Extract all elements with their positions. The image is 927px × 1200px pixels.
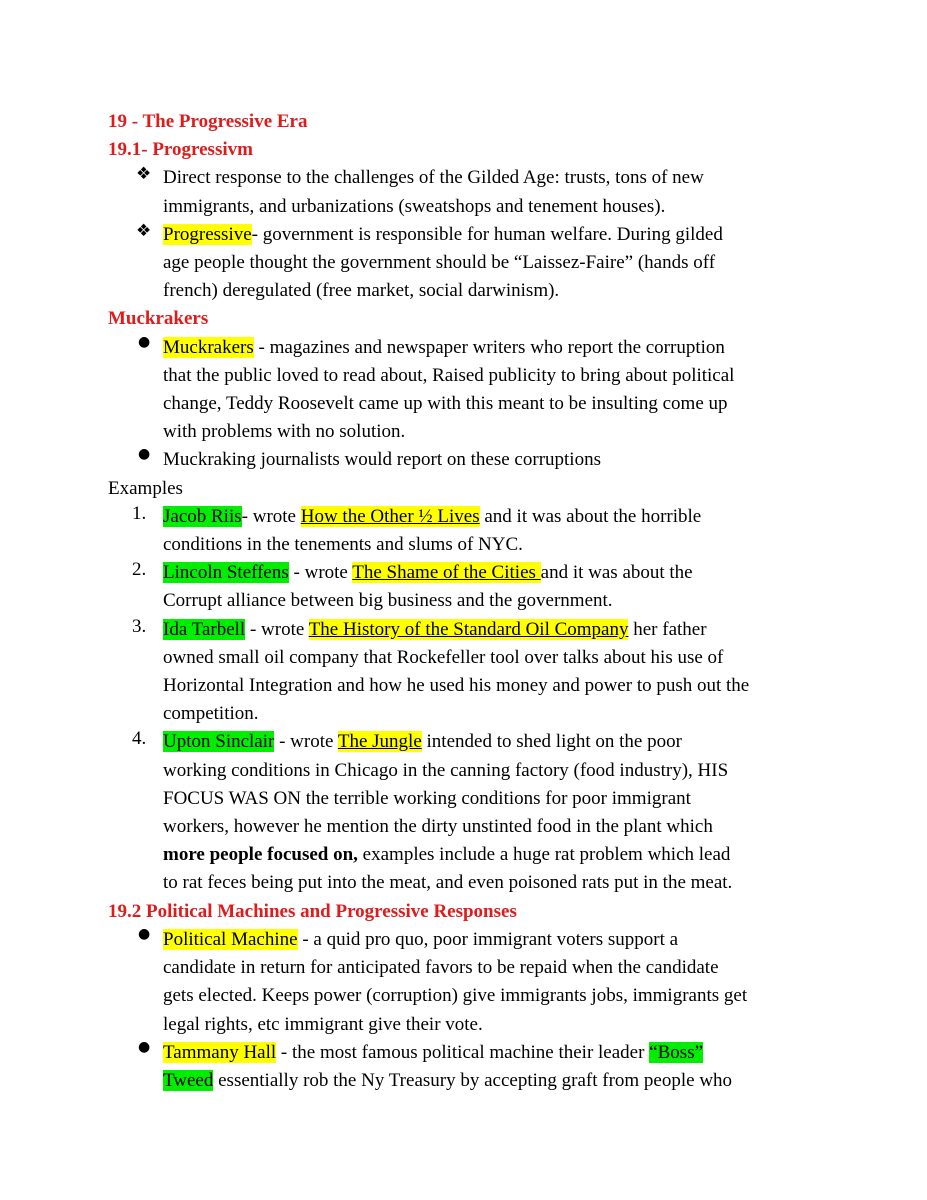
item-number: 2. <box>132 559 147 581</box>
highlighted-term: Tammany Hall <box>163 1041 277 1063</box>
subsection-title-progressivism: 19.1- Progressivm <box>108 139 253 161</box>
list-item: ❖ Progressive- government is responsible for human welfare. During gilded age people thought the government should be “Laissez-Faire” (hands off french) deregulated (free market, social darwinism). <box>136 220 723 302</box>
item-number: 1. <box>132 502 147 524</box>
highlighted-person: Lincoln Steffens <box>163 562 289 584</box>
highlighted-work-title: The Jungle <box>337 731 422 753</box>
numbered-item: 1. Jacob Riis- wrote How the Other ½ Lives and it was about the horrible conditions in the tenements and slums of NYC. <box>132 502 702 556</box>
bullet-icon: ● <box>138 446 151 463</box>
highlighted-person: Ida Tarbell <box>163 618 246 640</box>
bold-emphasis: more people focused on, <box>163 844 358 866</box>
numbered-item: 4. Upton Sinclair - wrote The Jungle intended to shed light on the poor working conditions in Chicago in the canning factory (food industry), HIS FOCUS WAS ON the terrible working conditions for poor immigrant workers, however he mention the dirty unstinted food in the plant which more people focused on, examples include a huge rat problem which lead to rat feces being put into the meat, and even poisoned rats put in the meat. <box>132 728 733 894</box>
numbered-item: 3. Ida Tarbell - wrote The History of the Standard Oil Company her father owned small oil company that Rockefeller tool over talks about his use of Horizontal Integration and how he used his money and power to push out the competition. <box>132 615 750 725</box>
list-item: ● Muckraking journalists would report on these corruptions <box>138 446 601 471</box>
highlighted-term: Political Machine <box>163 928 298 950</box>
highlighted-person: Jacob Riis <box>163 505 242 527</box>
subsection-title-political-machines: 19.2 Political Machines and Progressive Responses <box>108 900 517 922</box>
highlighted-term: Progressive <box>163 223 252 245</box>
list-item: ❖ Direct response to the challenges of the Gilded Age: trusts, tons of new immigrants, and urbanizations (sweatshops and tenement houses). <box>136 164 704 217</box>
highlighted-term: Muckrakers <box>163 336 254 358</box>
section-title: 19 - The Progressive Era <box>108 111 308 132</box>
item-number: 4. <box>132 728 147 750</box>
subsection-title-muckrakers: Muckrakers <box>108 308 209 330</box>
highlighted-person: Tweed <box>163 1069 214 1091</box>
highlighted-work-title: The History of the Standard Oil Company <box>308 618 629 640</box>
list-item: ● Tammany Hall - the most famous political machine their leader “Boss” Tweed essentially rob the Ny Treasury by accepting graft from people who <box>138 1038 733 1091</box>
highlighted-work-title: The Shame of the Cities <box>352 562 541 584</box>
highlighted-work-title: How the Other ½ Lives <box>300 505 480 527</box>
highlighted-person: “Boss” <box>649 1041 704 1063</box>
bullet-icon: ● <box>138 333 151 350</box>
bullet-icon: ● <box>138 1038 151 1055</box>
diamond-bullet-icon: ❖ <box>136 220 152 241</box>
item-number: 3. <box>132 615 147 637</box>
highlighted-person: Upton Sinclair <box>163 731 275 753</box>
numbered-item: 2. Lincoln Steffens - wrote The Shame of the Cities and it was about the Corrupt alliance between big business and the government. <box>132 559 693 612</box>
examples-label: Examples <box>108 477 183 499</box>
diamond-bullet-icon: ❖ <box>136 164 152 185</box>
bullet-icon: ● <box>138 925 151 942</box>
list-item: ● Political Machine - a quid pro quo, poor immigrant voters support a candidate in return for anticipated favors to be repaid when the candidate gets elected. Keeps power (corruption) give immigrants jobs, immigrants get legal rights, etc immigrant give their vote. <box>138 925 748 1035</box>
list-item: ● Muckrakers - magazines and newspaper writers who report the corruption that the public loved to read about, Raised publicity to bring about political change, Teddy Roosevelt came up with this meant to be insulting come up with problems with no solution. <box>138 333 735 443</box>
